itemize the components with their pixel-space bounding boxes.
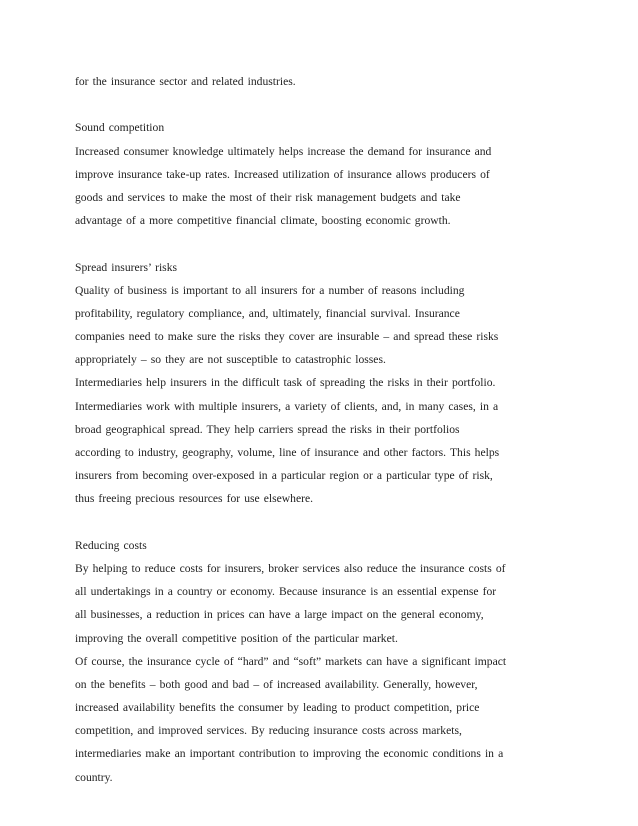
- body-line: advantage of a more competitive financial climate, boosting economic growth.: [75, 214, 451, 228]
- body-line: improving the overall competitive position of the particular market.: [75, 631, 398, 645]
- body-line: country.: [75, 770, 113, 784]
- body-line: Of course, the insurance cycle of “hard” and “soft” markets can have a significant impact: [75, 654, 507, 668]
- body-line: competition, and improved services. By reducing insurance costs across markets,: [75, 724, 462, 738]
- intro-line: for the insurance sector and related industries.: [75, 75, 296, 88]
- body-line: broad geographical spread. They help carriers spread the risks in their portfolios: [75, 422, 460, 436]
- body-line: companies need to make sure the risks they cover are insurable – and spread these risks: [75, 330, 499, 344]
- body-line: all businesses, a reduction in prices can have a large impact on the general economy,: [75, 608, 484, 622]
- body-line: Intermediaries work with multiple insurers, a variety of clients, and, in many cases, in a: [75, 399, 499, 413]
- body-line: goods and services to make the most of their risk management budgets and take: [75, 190, 461, 204]
- body-line: insurers from becoming over-exposed in a particular region or a particular type of risk,: [75, 469, 493, 483]
- body-line: appropriately – so they are not susceptible to catastrophic losses.: [75, 353, 386, 367]
- paragraph-gap: [75, 93, 545, 116]
- paragraph-gap: [75, 511, 545, 534]
- body-line: increased availability benefits the consumer by leading to product competition, price: [75, 701, 480, 715]
- body-line: Quality of business is important to all insurers for a number of reasons including: [75, 283, 465, 297]
- body-line: Intermediaries help insurers in the difficult task of spreading the risks in their portfolio.: [75, 376, 496, 390]
- body-line: intermediaries make an important contribution to improving the economic conditions in a: [75, 747, 504, 761]
- body-line: according to industry, geography, volume, line of insurance and other factors. This helps: [75, 446, 500, 459]
- body-line: on the benefits – both good and bad – of increased availability. Generally, however,: [75, 677, 478, 691]
- paragraph-gap: [75, 232, 545, 255]
- document-body: [75, 70, 545, 789]
- section-heading-sound-competition: Sound competition: [75, 121, 165, 135]
- body-line: all undertakings in a country or economy. Because insurance is an essential expense for: [75, 585, 497, 599]
- body-line: By helping to reduce costs for insurers, broker services also reduce the insurance costs of: [75, 561, 506, 575]
- body-line: improve insurance take-up rates. Increased utilization of insurance allows producers of: [75, 167, 490, 181]
- body-line: profitability, regulatory compliance, and, ultimately, financial survival. Insurance: [75, 306, 460, 320]
- body-line: thus freeing precious resources for use elsewhere.: [75, 492, 314, 506]
- body-line: Increased consumer knowledge ultimately helps increase the demand for insurance and: [75, 144, 492, 158]
- section-heading-spread-insurers-risks: Spread insurers’ risks: [75, 260, 177, 274]
- section-heading-reducing-costs: Reducing costs: [75, 538, 147, 552]
